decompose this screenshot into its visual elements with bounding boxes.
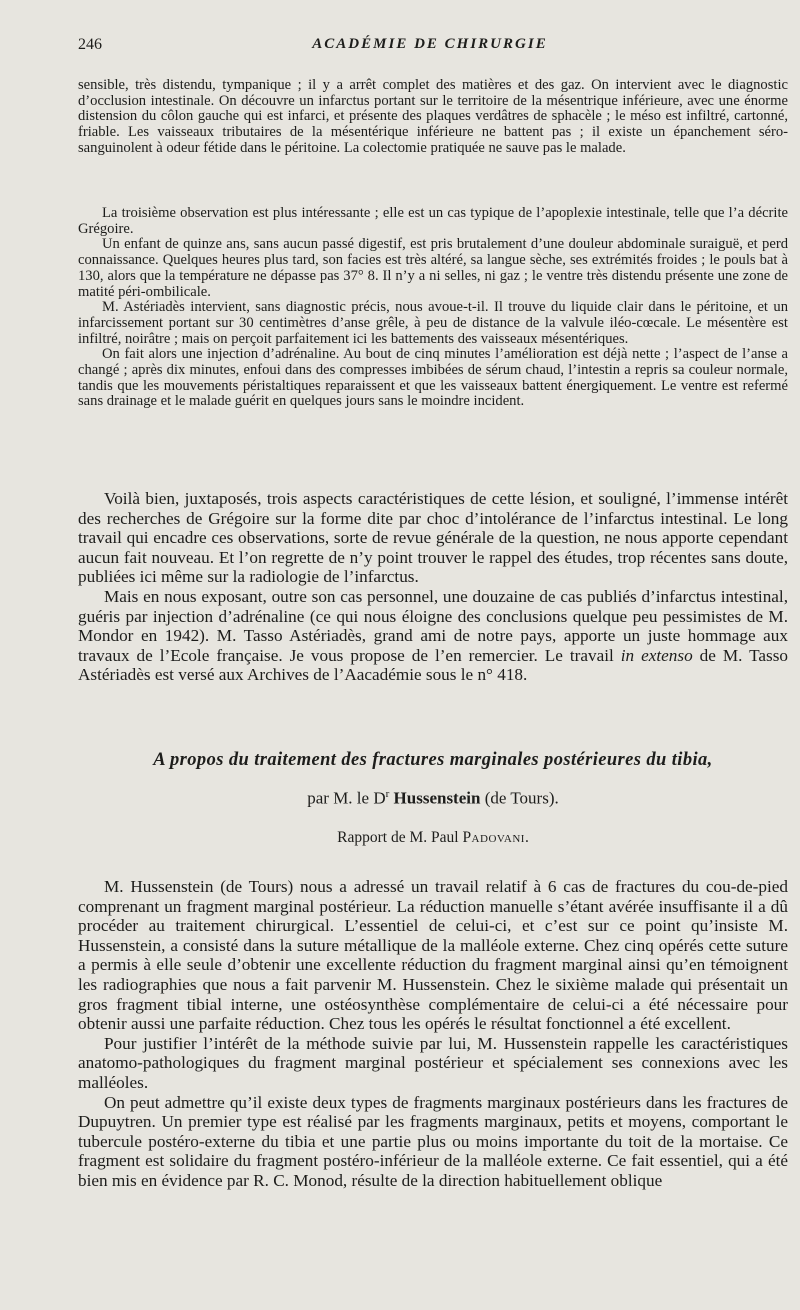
author-name: Hussenstein	[393, 788, 481, 808]
byline-prefix: par M. le D	[307, 788, 386, 808]
reporter-name: Padovani	[462, 829, 525, 846]
paragraph: Voilà bien, juxtaposés, trois aspects caractéristiques de cette lésion, et souligné, l’immense intérêt des recherches de Grégoire sur la forme dite par choc d’intolérance de l’infarctus intestinal. Le long travail qui encadre ces observations, sorte de revue générale de la question, ne nous apporte cependant aucun fait nouveau. Et l’on regrette de n’y point trouver le rappel des études, trop récentes sans doute, publiées ici même sur la radiologie de l’infarctus.	[78, 489, 788, 587]
report-prefix: Rapport de M. Paul	[337, 829, 463, 846]
paragraph: M. Astériadès intervient, sans diagnostic précis, nous avoue-t-il. Il trouve du liquide clair dans le péritoine, et un infarcissement portant sur 30 centimètres d’anse grêle, à peu de distance de la valvule iléo-cœcale. Le mésentère est infiltré, noirâtre ; mais on perçoit parfaitement ici les battements des vaisseaux mésentériques.	[78, 299, 788, 347]
paragraph: M. Hussenstein (de Tours) nous a adressé un travail relatif à 6 cas de fractures du cou-de-pied comprenant un fragment marginal postérieur. La réduction manuelle s’étant avérée insuffisante il a dû procéder au traitement chirurgical. L’essentiel de celui-ci, et c’est sur ce point qu’insiste M. Hussenstein, a consisté dans la suture métallique de la malléole externe. Chez cinq opérés cette suture a permis à elle seule d’obtenir une excellente réduction du fragment marginal ainsi qu’en témoignent les radiographies que nous a fait parvenir M. Hussenstein. Chez le sixième malade qui présentait un gros fragment tibial interne, une ostéosynthèse complémentaire de celui-ci a été nécessaire pour obtenir aussi une parfaite réduction. Chez tous les opérés le résultat fonctionnel a été excellent.	[78, 877, 788, 1034]
byline-suffix: (de Tours).	[480, 788, 559, 808]
italic-text: in extenso	[620, 645, 693, 665]
page-number: 246	[78, 36, 102, 53]
paragraph: On peut admettre qu’il existe deux types de fragments marginaux postérieurs dans les fractures de Dupuytren. Un premier type est réalisé par les fragments marginaux, petits et moyens, comportant le tubercule postéro-externe du tibia et une partie plus ou moins importante du toit de la mortaise. Ce fragment est solidaire du fragment postéro-inférieur de la malléole externe. Ce fait essentiel, qui a été bien mis en évidence par R. C. Monod, résulte de la direction habituellement oblique	[78, 1092, 788, 1190]
article-byline	[78, 788, 788, 809]
article-body	[78, 877, 788, 1191]
paragraph: Pour justifier l’intérêt de la méthode suivie par lui, M. Hussenstein rappelle les caractéristiques anatomo-pathologiques du fragment marginal postérieur et spécialement ses connexions avec les malléoles.	[78, 1033, 788, 1092]
paragraph: La troisième observation est plus intéressante ; elle est un cas typique de l’apoplexie intestinale, telle que l’a décrite Grégoire.	[78, 205, 788, 237]
report-line	[78, 829, 788, 847]
text-run: de M. Tasso Astériadès est versé aux Archives de l’Aacadémie sous le n° 418.	[78, 645, 788, 685]
paragraph: On fait alors une injection d’adrénaline. Au bout de cinq minutes l’amélioration est déjà nette ; l’aspect de l’anse a changé ; après dix minutes, enfoui dans des compresses imbibées de sérum chaud, l’intestin a repris sa couleur normale, tandis que les mouvements péristaltiques reparaissent et que les vaisseaux battent énergiquement. Le ventre est refermé sans drainage et le malade guérit en quelques jours sans le moindre incident.	[78, 346, 788, 410]
paragraph	[78, 587, 788, 685]
text-run: Mais en nous exposant, outre son cas personnel, une douzaine de cas publiés d’infarctus intestinal, guéris par injection d’adrénaline (ce qui nous éloigne des conclusions quelque peu pessimistes de M. Mondor en 1942). M. Tasso Astériadès, grand ami de notre pays, apporte un juste hommage aux travaux de l’Ecole française. Je vous propose de l’en remercier. Le travail	[78, 586, 788, 665]
paragraph: sensible, très distendu, tympanique ; il y a arrêt complet des matières et des gaz. On intervient avec le diagnostic d’occlusion intestinale. On découvre un infarctus portant sur le territoire de la mésentrique inférieure, avec une énorme distension du côlon gauche qui est infarci, et présente des plaques verdâtres de sphacèle ; le méso est infiltré, cartonné, friable. Les vaisseaux tributaires de la mésentérique inférieure ne battent pas ; il existe un épanchement séro-sanguinolent à odeur fétide dans le péritoine. La colectomie pratiquée ne sauve pas le malade.	[78, 77, 788, 156]
byline-superscript: r	[385, 788, 390, 800]
case-continuation	[78, 78, 788, 157]
commentary	[78, 489, 788, 685]
paragraph: Un enfant de quinze ans, sans aucun passé digestif, est pris brutalement d’une douleur abdominale suraiguë, et perd connaissance. Quelques heures plus tard, son facies est très altéré, sa langue sèche, ses extrémités froides ; le pouls bat à 130, alors que la température ne dépasse pas 37° 8. Il n’y a ni selles, ni gaz ; le ventre très distendu présente une zone de matité péri-ombilicale.	[78, 236, 788, 300]
report-suffix: .	[524, 829, 529, 846]
page-header	[78, 36, 782, 60]
running-title: ACADÉMIE DE CHIRURGIE	[312, 36, 548, 52]
article-title: A propos du traitement des fractures marginales postérieures du tibia,	[153, 750, 713, 770]
third-observation	[78, 206, 788, 410]
